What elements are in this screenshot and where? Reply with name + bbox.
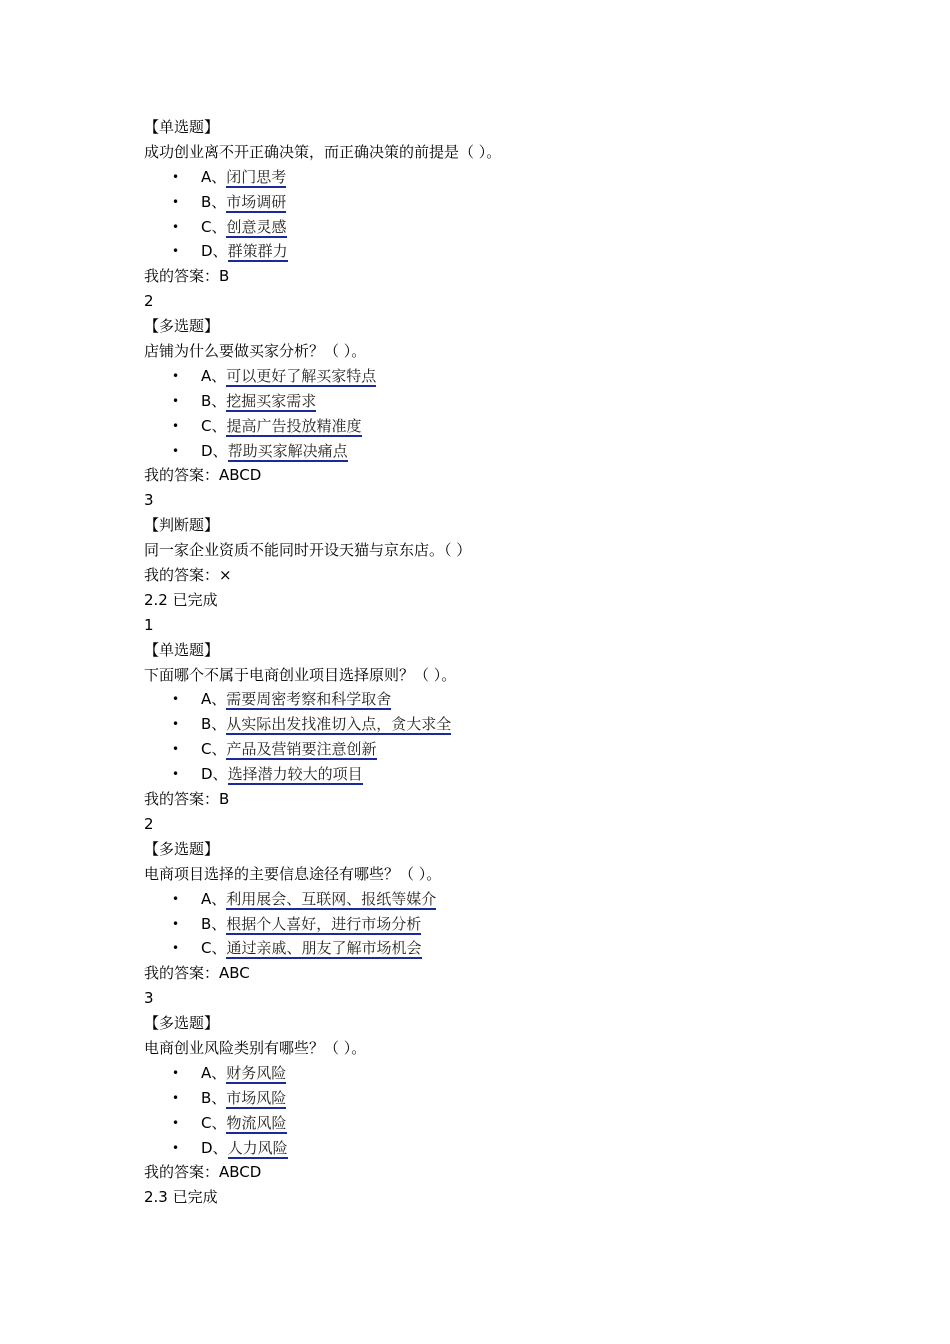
bullet-icon: •: [172, 692, 180, 707]
my-answer: 我的答案：B: [144, 267, 230, 286]
option-link[interactable]: 市场调研: [226, 192, 287, 211]
question-number: 3: [144, 491, 154, 510]
my-answer: 我的答案：ABC: [144, 964, 250, 983]
option-letter: A、: [201, 889, 227, 908]
option-item: [144, 215, 844, 240]
option-list: [144, 1061, 844, 1161]
question-type-label: 【多选题】: [144, 1014, 220, 1033]
question-type-label: 【单选题】: [144, 640, 220, 659]
question-text: 电商项目选择的主要信息途径有哪些？（ ）。: [144, 864, 442, 883]
option-letter: D、: [201, 1138, 228, 1157]
option-link[interactable]: 根据个人喜好，进行市场分析: [226, 914, 422, 933]
question-number: 1: [144, 615, 154, 634]
option-letter: A、: [201, 167, 227, 186]
option-letter: A、: [201, 690, 227, 709]
option-item: [144, 239, 844, 264]
option-list: [144, 364, 844, 464]
section-heading: 2.2 已完成: [144, 590, 218, 609]
option-link[interactable]: 利用展会、互联网、报纸等媒介: [226, 889, 437, 908]
option-link[interactable]: 市场风险: [226, 1088, 287, 1107]
option-item: [144, 737, 844, 762]
option-item: [144, 1111, 844, 1136]
bullet-icon: •: [172, 169, 180, 184]
option-item: [144, 165, 844, 190]
option-letter: D、: [201, 441, 228, 460]
bullet-icon: •: [172, 891, 180, 906]
option-link[interactable]: 挖掘买家需求: [226, 391, 317, 410]
option-item: [144, 414, 844, 439]
option-link[interactable]: 闭门思考: [226, 167, 287, 186]
option-link[interactable]: 群策群力: [227, 242, 288, 261]
option-letter: D、: [201, 765, 228, 784]
my-answer: 我的答案：×: [144, 566, 232, 585]
bullet-icon: •: [172, 916, 180, 931]
option-item: [144, 190, 844, 215]
option-letter: C、: [201, 1113, 227, 1132]
option-letter: A、: [201, 1063, 227, 1082]
question-text: 电商创业风险类别有哪些？（ ）。: [144, 1038, 367, 1057]
question-text: 下面哪个不属于电商创业项目选择原则？（ ）。: [144, 665, 457, 684]
option-item: [144, 912, 844, 937]
option-link[interactable]: 物流风险: [226, 1113, 287, 1132]
option-link[interactable]: 从实际出发找准切入点，贪大求全: [226, 715, 452, 734]
bullet-icon: •: [172, 393, 180, 408]
question-number: 2: [144, 292, 154, 311]
option-letter: C、: [201, 740, 227, 759]
option-link[interactable]: 帮助买家解决痛点: [227, 441, 348, 460]
bullet-icon: •: [172, 368, 180, 383]
bullet-icon: •: [172, 194, 180, 209]
option-link[interactable]: 提高广告投放精准度: [226, 416, 362, 435]
question-text: 成功创业离不开正确决策，而正确决策的前提是（ ）。: [144, 142, 502, 161]
option-link[interactable]: 选择潜力较大的项目: [227, 765, 363, 784]
my-answer: 我的答案：ABCD: [144, 1163, 262, 1182]
option-item: [144, 887, 844, 912]
question-type-label: 【判断题】: [144, 516, 220, 535]
bullet-icon: •: [172, 941, 180, 956]
option-item: [144, 1061, 844, 1086]
option-item: [144, 364, 844, 389]
option-letter: C、: [201, 416, 227, 435]
option-link[interactable]: 需要周密考察和科学取舍: [226, 690, 392, 709]
option-list: [144, 887, 844, 962]
option-item: [144, 936, 844, 961]
option-letter: B、: [201, 1088, 227, 1107]
option-item: [144, 762, 844, 787]
question-text: 店铺为什么要做买家分析？（ ）。: [144, 342, 367, 361]
option-letter: D、: [201, 242, 228, 261]
option-item: [144, 687, 844, 712]
option-letter: B、: [201, 192, 227, 211]
bullet-icon: •: [172, 767, 180, 782]
option-item: [144, 389, 844, 414]
bullet-icon: •: [172, 717, 180, 732]
option-link[interactable]: 通过亲戚、朋友了解市场机会: [226, 939, 422, 958]
document-body: [144, 115, 844, 1210]
option-list: [144, 165, 844, 265]
my-answer: 我的答案：ABCD: [144, 466, 262, 485]
option-link[interactable]: 创意灵感: [226, 217, 287, 236]
question-type-label: 【单选题】: [144, 118, 220, 136]
my-answer: 我的答案：B: [144, 790, 230, 809]
question-text: 同一家企业资质不能同时开设天猫与京东店。（ ）: [144, 541, 472, 560]
question-number: 3: [144, 989, 154, 1008]
option-letter: B、: [201, 391, 227, 410]
option-letter: B、: [201, 914, 227, 933]
option-link[interactable]: 可以更好了解买家特点: [226, 366, 377, 385]
option-item: [144, 1136, 844, 1161]
question-number: 2: [144, 814, 154, 833]
bullet-icon: •: [172, 219, 180, 234]
option-letter: B、: [201, 715, 227, 734]
option-link[interactable]: 人力风险: [227, 1138, 288, 1157]
bullet-icon: •: [172, 1115, 180, 1130]
bullet-icon: •: [172, 443, 180, 458]
option-link[interactable]: 财务风险: [226, 1063, 287, 1082]
bullet-icon: •: [172, 1140, 180, 1155]
bullet-icon: •: [172, 418, 180, 433]
bullet-icon: •: [172, 1065, 180, 1080]
option-item: [144, 1086, 844, 1111]
option-letter: C、: [201, 217, 227, 236]
bullet-icon: •: [172, 742, 180, 757]
question-type-label: 【多选题】: [144, 317, 220, 336]
option-item: [144, 712, 844, 737]
option-item: [144, 439, 844, 464]
option-letter: A、: [201, 366, 227, 385]
section-heading: 2.3 已完成: [144, 1188, 218, 1207]
question-type-label: 【多选题】: [144, 839, 220, 858]
option-list: [144, 687, 844, 787]
bullet-icon: •: [172, 1090, 180, 1105]
option-letter: C、: [201, 939, 227, 958]
option-link[interactable]: 产品及营销要注意创新: [226, 740, 377, 759]
bullet-icon: •: [172, 244, 180, 259]
